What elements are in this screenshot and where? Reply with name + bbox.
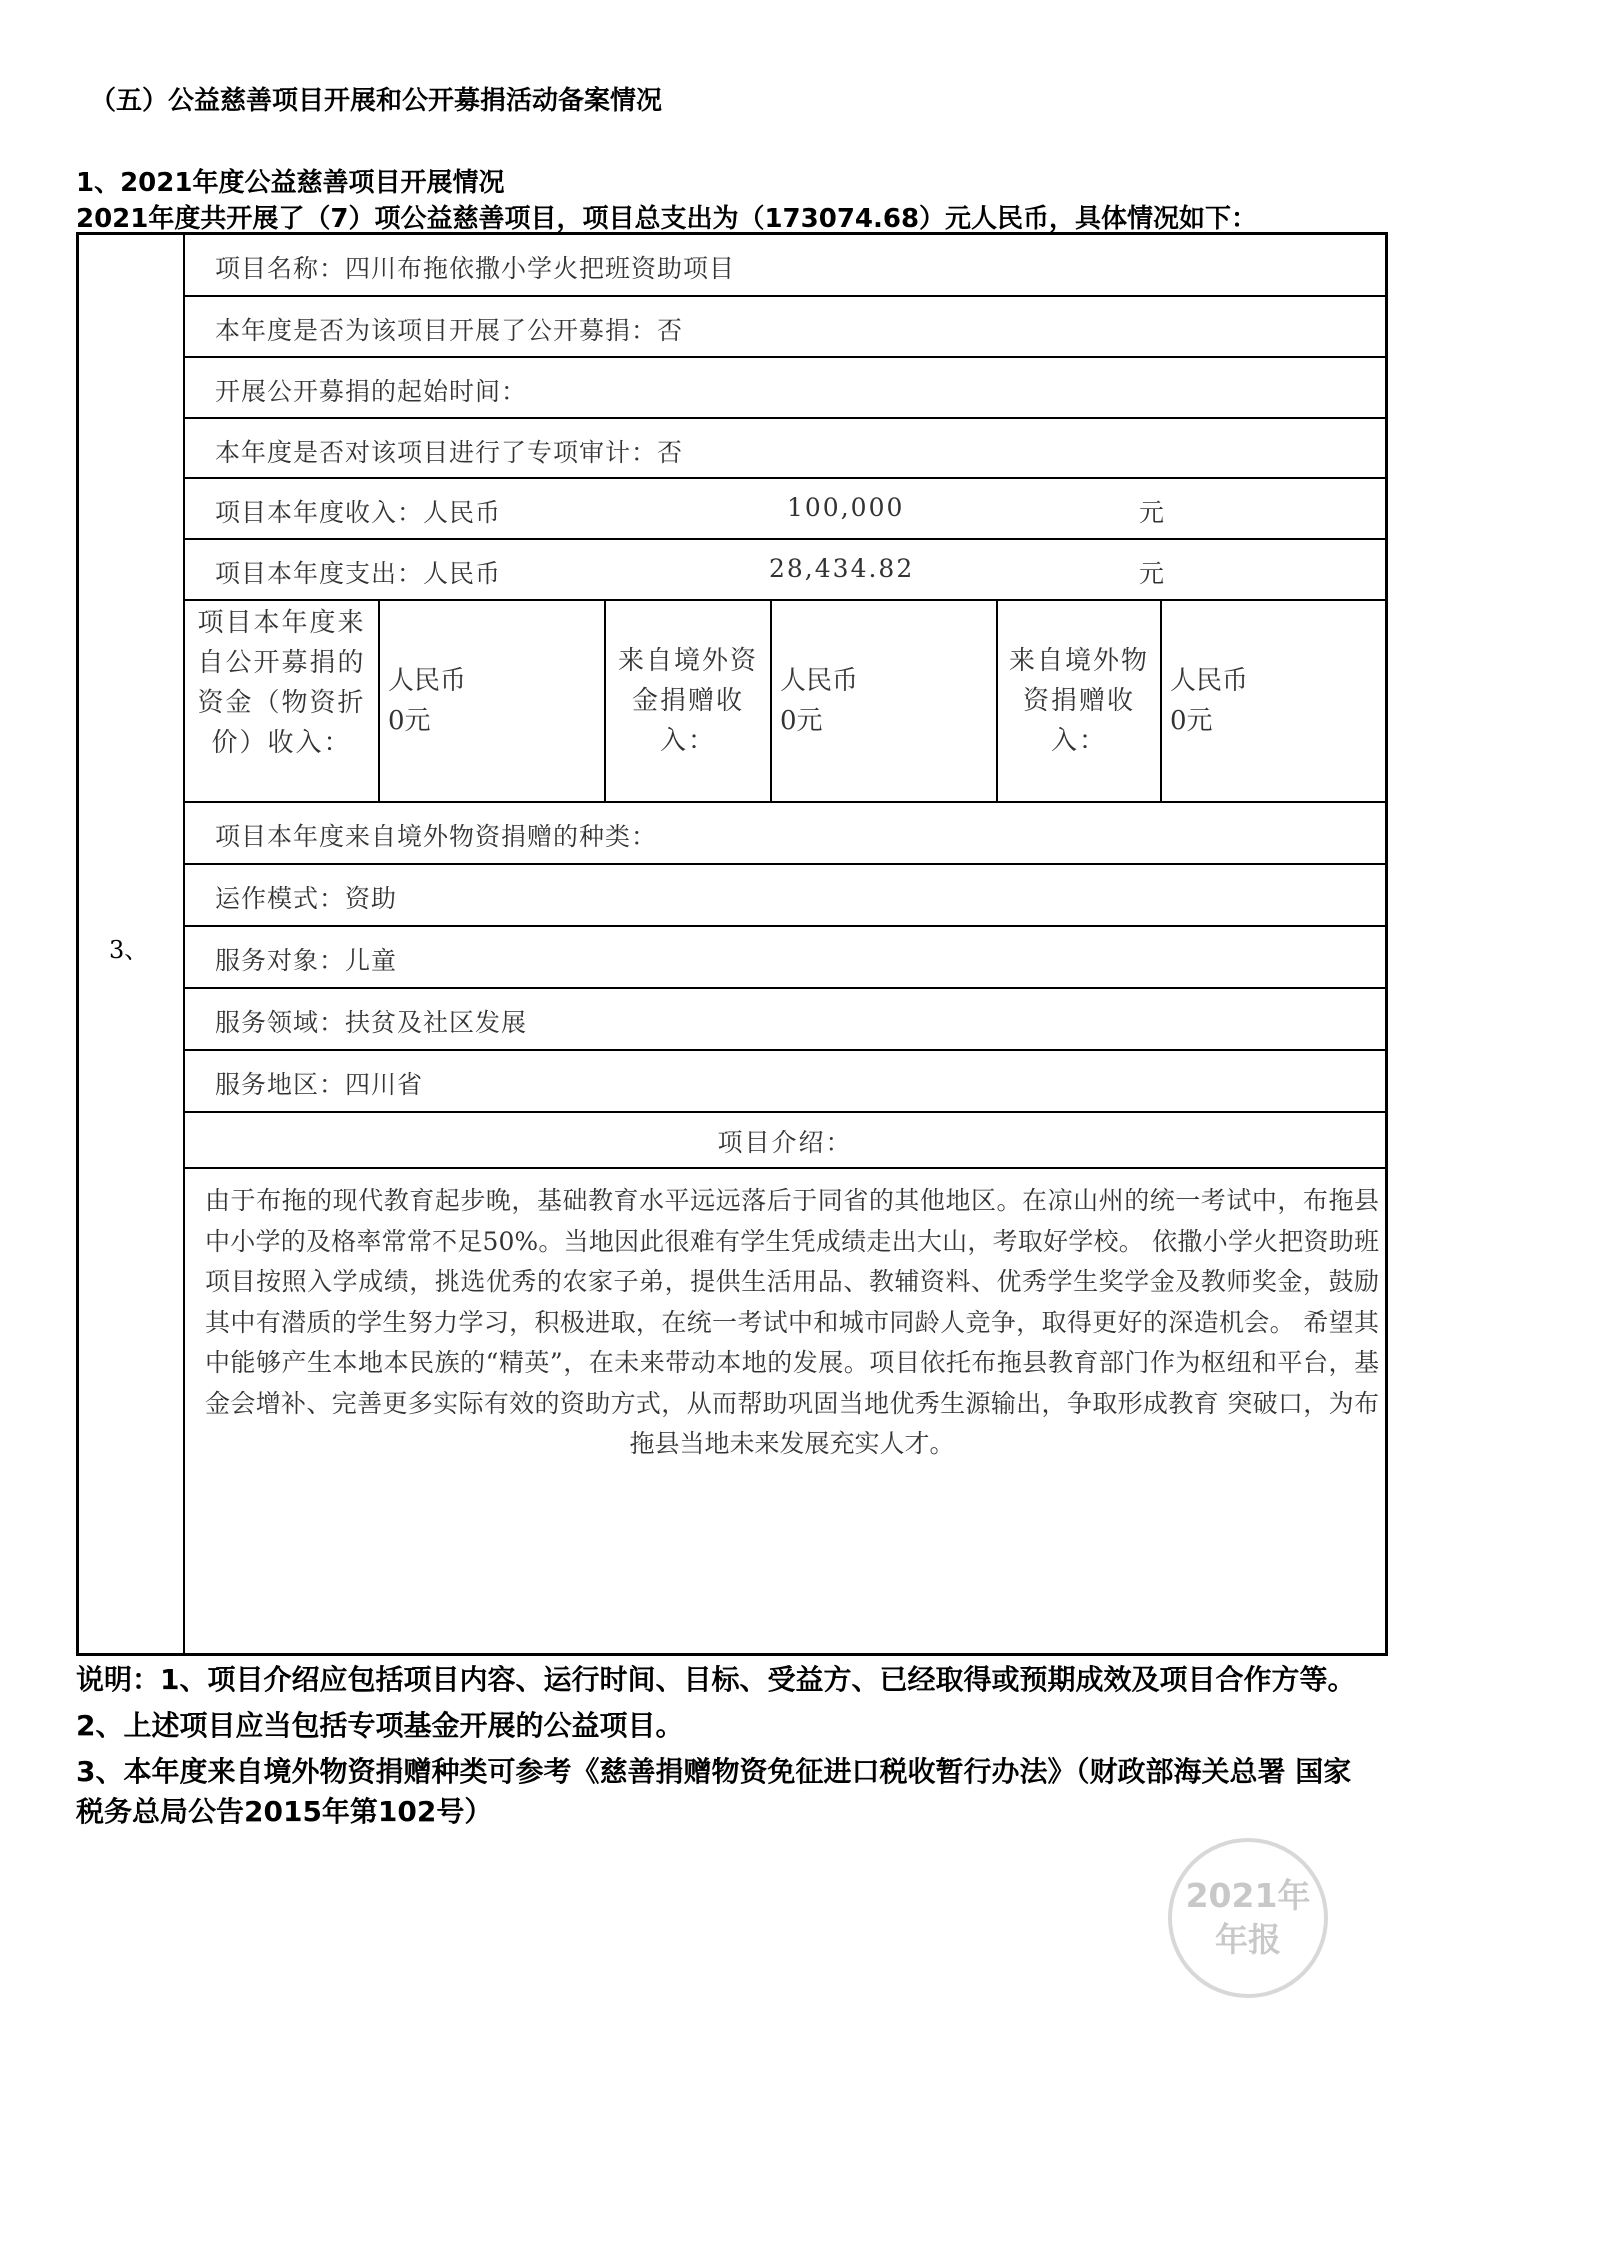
income-value: 100,000 <box>787 493 905 522</box>
note-2: 2、上述项目应当包括专项基金开展的公益项目。 <box>76 1709 684 1742</box>
row-foreign-goods-types <box>185 803 1385 865</box>
row-fundraising-start <box>185 358 1385 419</box>
row-income-breakdown <box>185 601 1385 803</box>
expense-value: 28,434.82 <box>769 554 915 583</box>
serial-column <box>79 235 185 1653</box>
row-project-name <box>185 235 1385 297</box>
project-table <box>76 232 1388 1656</box>
row-expense <box>185 540 1385 601</box>
row-service-field <box>185 989 1385 1051</box>
foreign-goods-label-cell <box>998 601 1162 801</box>
row-operation-mode <box>185 865 1385 927</box>
stamp-label: 年报 <box>1215 1920 1281 1959</box>
row-service-region <box>185 1051 1385 1113</box>
expense-unit: 元 <box>1139 559 1167 588</box>
service-region: 服务地区：四川省 <box>215 1070 424 1099</box>
special-audit: 本年度是否对该项目进行了专项审计：否 <box>215 438 684 467</box>
public-income-value-cell <box>380 601 606 801</box>
public-income-currency: 人民币 <box>388 666 467 696</box>
stamp-year: 2021年 <box>1185 1876 1311 1915</box>
foreign-goods-types: 项目本年度来自境外物资捐赠的种类： <box>215 822 658 851</box>
foreign-fund-label-cell <box>606 601 772 801</box>
intro-title: 项目介绍： <box>717 1128 853 1157</box>
public-income-label: 项目本年度来自公开募捐的资金（物资折价）收入： <box>197 608 366 758</box>
row-special-audit <box>185 419 1385 479</box>
note-1: 说明：1、项目介绍应包括项目内容、运行时间、目标、受益方、已经取得或预期成效及项目合作方等。 <box>76 1663 1356 1696</box>
operation-mode: 运作模式：资助 <box>215 884 398 913</box>
public-income-value: 0元 <box>388 706 431 736</box>
project-serial: 3、 <box>109 936 149 964</box>
foreign-goods-label: 来自境外物资捐赠收入： <box>1008 646 1149 756</box>
row-intro-title <box>185 1113 1385 1169</box>
section-title: （五）公益慈善项目开展和公开募捐活动备案情况 <box>90 86 663 116</box>
note-3: 3、本年度来自境外物资捐赠种类可参考《慈善捐赠物资免征进口税收暂行办法》（财政部海关总署 国家税务总局公告2015年第102号） <box>76 1755 1352 1828</box>
income-label: 项目本年度收入：人民币 <box>215 498 502 527</box>
service-target: 服务对象：儿童 <box>215 946 398 975</box>
annual-report-stamp <box>1168 1838 1328 1998</box>
foreign-goods-currency: 人民币 <box>1170 666 1249 696</box>
expense-label: 项目本年度支出：人民币 <box>215 559 502 588</box>
foreign-fund-currency: 人民币 <box>780 666 859 696</box>
income-unit: 元 <box>1139 498 1167 527</box>
intro-text: 由于布拖的现代教育起步晚，基础教育水平远远落后于同省的其他地区。在凉山州的统一考试中，布拖县中小学的及格率常常不足50%。当地因此很难有学生凭成绩走出大山，考取好学校。 依撒小学火把资助班项目按照入学成绩，挑选优秀的农家子弟，提供生活用品、教辅资料、优秀学生奖学金及教师奖金，鼓励其中有潜质的学生努力学习，积极进取，在统一考试中和城市同龄人竞争，取得更好的深造机会。 希望其中能够产生本地本民族的“精英”，在未来带动本地的发展。项目依托布拖县教育部门作为枢纽和平台，基金会增补、完善更多实际有效的资助方式，从而帮助巩固当地优秀生源输出，争取形成教育 突破口，为布拖县当地未来发展充实人才。 <box>205 1186 1379 1458</box>
foreign-fund-label: 来自境外资金捐赠收入： <box>617 646 758 756</box>
summary-line: 2021年度共开展了（7）项公益慈善项目，项目总支出为（173074.68）元人民币，具体情况如下： <box>76 204 1258 234</box>
public-income-label-cell <box>185 601 380 801</box>
foreign-goods-value: 0元 <box>1170 706 1213 736</box>
row-service-target <box>185 927 1385 989</box>
foreign-fund-value-cell <box>772 601 998 801</box>
row-income <box>185 479 1385 540</box>
sub-title: 1、2021年度公益慈善项目开展情况 <box>76 168 505 198</box>
foreign-goods-value-cell <box>1162 601 1385 801</box>
intro-body <box>185 1169 1385 1653</box>
row-public-fundraising <box>185 297 1385 358</box>
notes <box>76 1660 1376 1838</box>
project-name: 项目名称：四川布拖依撒小学火把班资助项目 <box>215 254 736 283</box>
service-field: 服务领域：扶贫及社区发展 <box>215 1008 528 1037</box>
fundraising-start: 开展公开募捐的起始时间： <box>215 377 528 406</box>
foreign-fund-value: 0元 <box>780 706 823 736</box>
public-fundraising: 本年度是否为该项目开展了公开募捐：否 <box>215 316 684 345</box>
